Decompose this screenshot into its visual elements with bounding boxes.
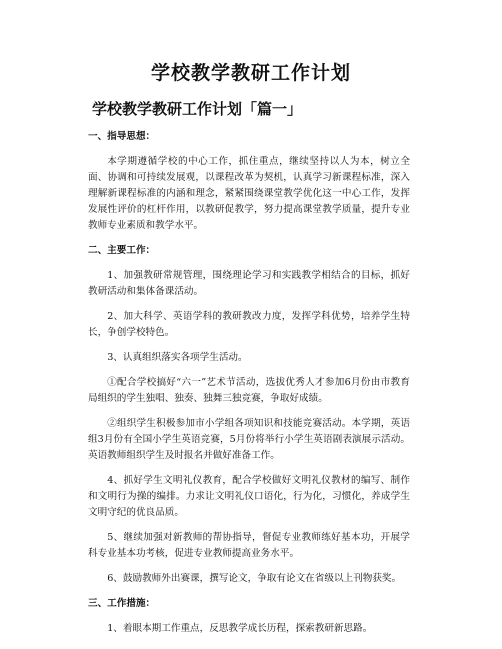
paragraph: 1、着眼本期工作重点，反思教学成长历程，探索教研新思路。 — [107, 623, 373, 634]
document-title: 学校教学教研工作计划 — [150, 62, 351, 84]
paragraph: ②组织学生积极参加市小学组各项知识和技能竞赛活动。本学期，英语组3月份有全国小学生英语竞赛，5月份将举行小学生英语剧表演展示活动。英语教师组织学生及时报名并做好准备工作。 — [88, 418, 410, 461]
paragraph: 3、认真组织落实各项学生活动。 — [107, 352, 248, 363]
paragraph: 1、加强教研常规管理，围绕理论学习和实践教学相结合的目标，抓好教研活动和集体备课活动。 — [88, 270, 410, 297]
paragraph: 2、加大科学、英语学科的教研教改力度，发挥学科优势，培养学生特长，争创学校特色。 — [88, 311, 410, 338]
paragraph: ①配合学校搞好“六一”艺术节活动，选拔优秀人才参加6月份由市教育局组织的学生独唱、独奏、独舞三独竞赛，争取好成绩。 — [88, 377, 410, 404]
section-heading: 三、工作措施： — [88, 598, 156, 609]
paragraph: 本学期遵循学校的中心工作，抓住重点，继续坚持以人为本，树立全面、协调和可持续发展观，以课程改革为契机，认真学习新课程标准，深入理解新课程标准的内涵和理念，紧紧围绕课堂教学优化这一中心工作，发挥发展性评价的杠杆作用，以教研促教学，努力提高课堂教学质量，提升专业教师专业素质和教学水平。 — [88, 156, 410, 231]
document-body — [88, 129, 410, 646]
document-subtitle: 学校教学教研工作计划「篇一」 — [92, 100, 303, 118]
section-heading: 二、主要工作： — [88, 245, 156, 256]
paragraph: 4、抓好学生文明礼仪教育，配合学校做好文明礼仪教材的编写、制作和文明行为操的编排。力求让文明礼仪口语化，行为化，习惯化，养成学生文明守纪的优良品质。 — [88, 475, 410, 518]
paragraph: 5、继续加强对新教师的帮协指导，督促专业教师练好基本功，开展学科专业基本功考核，促进专业教师提高业务水平。 — [88, 532, 410, 559]
section-heading: 一、指导思想： — [88, 131, 156, 142]
paragraph: 6、鼓励教师外出赛课，撰写论文，争取有论文在省级以上刊物获奖。 — [107, 573, 402, 584]
